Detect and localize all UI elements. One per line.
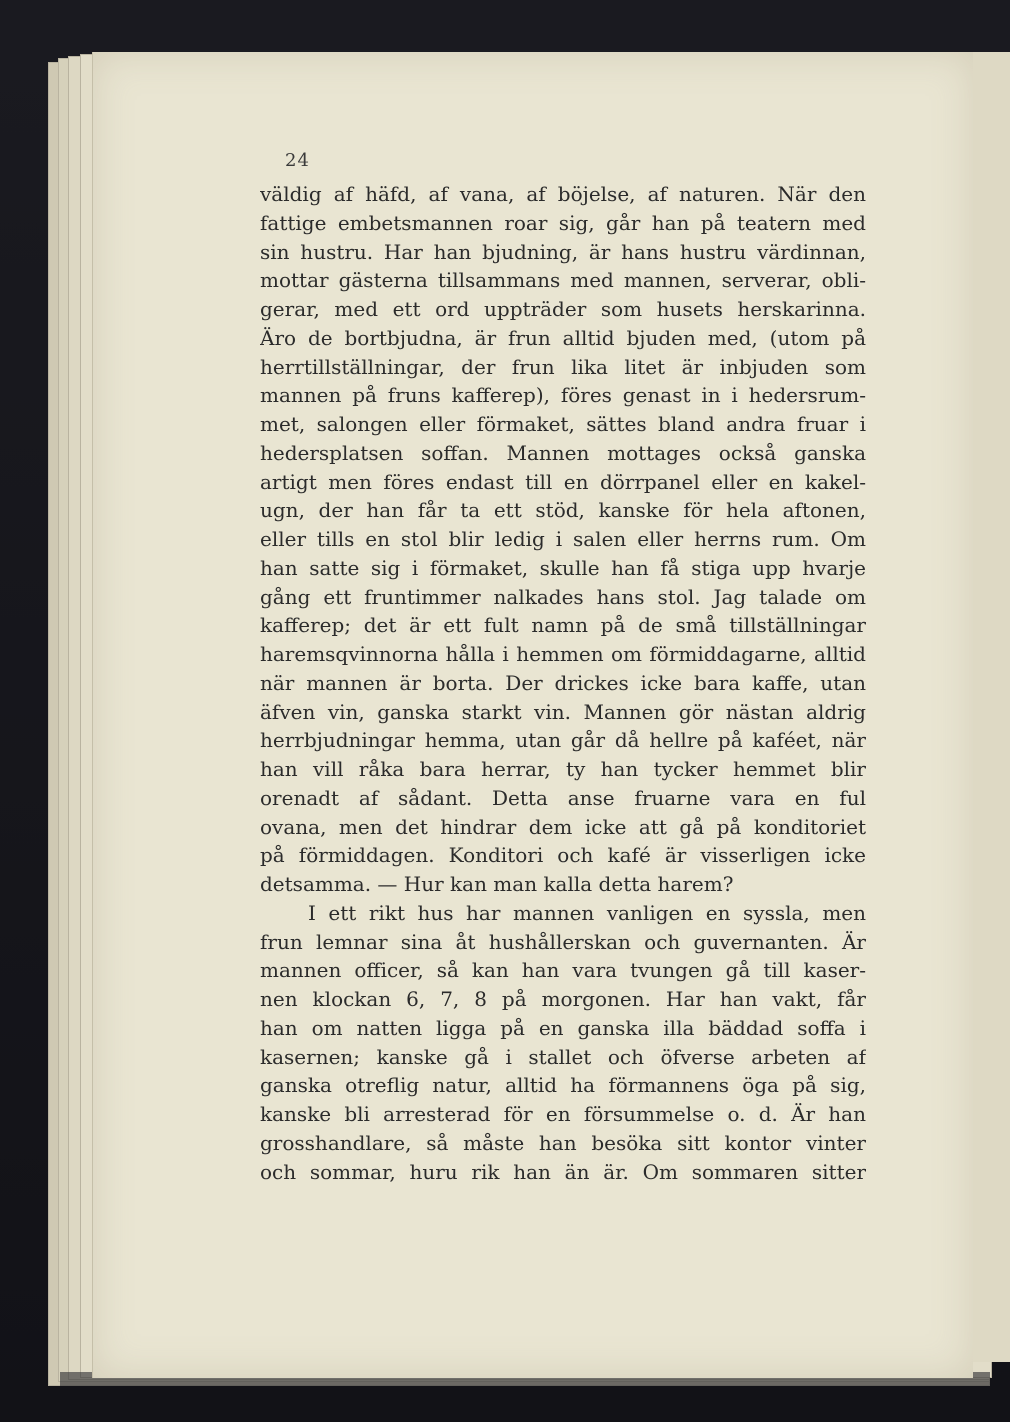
text-line: gång ett fruntimmer nalkades hans stol. Jag talade om <box>260 584 866 609</box>
text-line: kasernen; kanske gå i stallet och öfverse arbeten af <box>260 1044 866 1069</box>
text-line: ugn, der han får ta ett stöd, kanske för hela aftonen, <box>260 498 866 523</box>
page-number: 24 <box>285 150 310 171</box>
text-line: äfven vin, ganska starkt vin. Mannen gör nästan aldrig <box>260 699 866 724</box>
text-line: väldig af häfd, af vana, af böjelse, af naturen. När den <box>260 182 866 206</box>
text-line: han om natten ligga på en ganska illa bäddad soffa i <box>260 1015 866 1040</box>
text-line: herrtillställningar, der frun lika litet är inbjuden som <box>260 354 866 379</box>
text-line: ganska otreflig natur, alltid ha förmannens öga på sig, <box>260 1073 866 1098</box>
body-text <box>260 180 866 1186</box>
text-line: orenadt af sådant. Detta anse fruarne vara en ful <box>260 785 866 810</box>
text-line: detsamma. — Hur kan man kalla detta harem? <box>260 872 734 896</box>
text-line: grosshandlare, så måste han besöka sitt kontor vinter <box>260 1130 866 1155</box>
text-line: när mannen är borta. Der drickes icke bara kaffe, utan <box>260 670 866 695</box>
text-line: kanske bli arresterad för en försummelse o. d. Är han <box>260 1102 866 1126</box>
text-line: mannen på fruns kafferep), föres genast in i hedersrum- <box>260 383 866 408</box>
text-line: gerar, med ett ord uppträder som husets herskarinna. <box>260 297 866 321</box>
text-line: mottar gästerna tillsammans med mannen, serverar, obli- <box>260 268 866 293</box>
text-line: fattige embetsmannen roar sig, går han på teatern med <box>260 210 866 235</box>
text-line: met, salongen eller förmaket, sättes bland andra fruar i <box>260 412 866 436</box>
text-line: kafferep; det är ett fult namn på de små tillställningar <box>260 613 866 638</box>
text-line: sin hustru. Har han bjudning, är hans hustru värdinnan, <box>260 239 866 264</box>
text-line: haremsqvinnorna hålla i hemmen om förmiddagarne, alltid <box>260 642 866 666</box>
text-line: eller tills en stol blir ledig i salen eller herrns rum. Om <box>260 527 866 551</box>
text-line: han satte sig i förmaket, skulle han få stiga upp hvarje <box>260 555 866 580</box>
text-line: artigt men föres endast till en dörrpanel eller en kakel- <box>260 469 866 494</box>
facing-page-edge <box>972 52 1010 1362</box>
text-line: han vill råka bara herrar, ty han tycker hemmet blir <box>260 757 866 781</box>
text-line: frun lemnar sina åt hushållerskan och guvernanten. Är <box>260 929 866 954</box>
text-line: på förmiddagen. Konditori och kafé är visserligen icke <box>260 843 866 868</box>
text-line: Äro de bortbjudna, är frun alltid bjuden med, (utom på <box>260 325 866 350</box>
text-line: mannen officer, så kan han vara tvungen gå till kaser- <box>260 958 866 983</box>
text-line: nen klockan 6, 7, 8 på morgonen. Har han vakt, får <box>260 987 866 1011</box>
text-line: I ett rikt hus har mannen vanligen en syssla, men <box>308 900 866 925</box>
text-line: och sommar, huru rik han än är. Om sommaren sitter <box>260 1159 866 1184</box>
text-line: herrbjudningar hemma, utan går då hellre på kaféet, när <box>260 728 866 753</box>
text-line: ovana, men det hindrar dem icke att gå på konditoriet <box>260 814 866 839</box>
text-line: hedersplatsen soffan. Mannen mottages också ganska <box>260 440 866 465</box>
